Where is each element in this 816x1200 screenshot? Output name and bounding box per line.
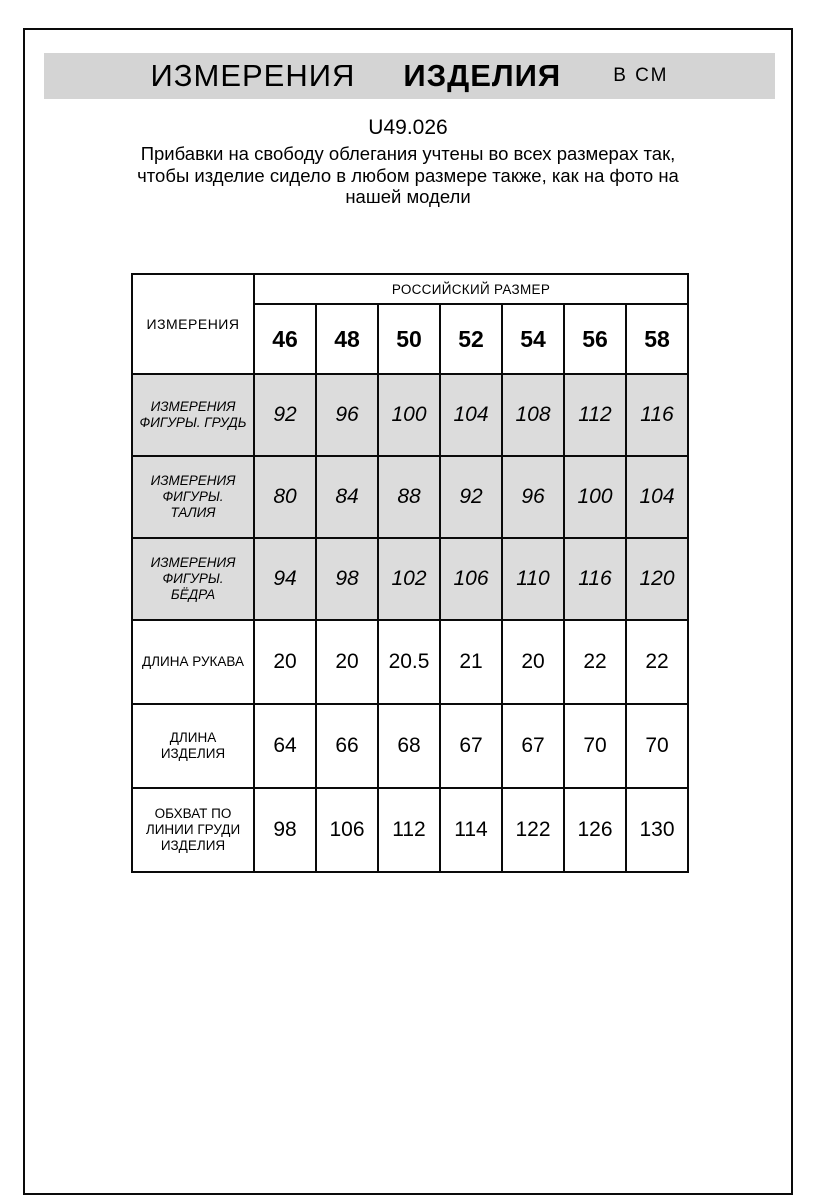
table-row — [132, 704, 688, 788]
table-row — [132, 620, 688, 704]
table-row — [132, 538, 688, 620]
row-label: ИЗМЕРЕНИЯ ФИГУРЫ. БЁДРА — [132, 538, 254, 620]
value-cell: 84 — [316, 456, 378, 538]
value-cell: 104 — [440, 374, 502, 456]
value-cell: 130 — [626, 788, 688, 872]
value-cell: 20.5 — [378, 620, 440, 704]
size-header-54: 54 — [502, 304, 564, 374]
value-cell: 116 — [626, 374, 688, 456]
value-cell: 94 — [254, 538, 316, 620]
value-cell: 120 — [626, 538, 688, 620]
size-header-46: 46 — [254, 304, 316, 374]
russian-size-header-cell: РОССИЙСКИЙ РАЗМЕР — [254, 274, 688, 304]
title-units: В СМ — [613, 65, 669, 86]
row-label: ОБХВАТ ПО ЛИНИИ ГРУДИ ИЗДЕЛИЯ — [132, 788, 254, 872]
value-cell: 96 — [502, 456, 564, 538]
value-cell: 112 — [564, 374, 626, 456]
value-cell: 92 — [440, 456, 502, 538]
value-cell: 64 — [254, 704, 316, 788]
value-cell: 22 — [564, 620, 626, 704]
row-label: ИЗМЕРЕНИЯ ФИГУРЫ. ГРУДЬ — [132, 374, 254, 456]
table-group-header-row — [132, 274, 688, 304]
value-cell: 80 — [254, 456, 316, 538]
value-cell: 98 — [254, 788, 316, 872]
fit-note-line: чтобы изделие сидело в любом размере также, как на фото на — [137, 164, 679, 186]
title-banner — [44, 53, 775, 99]
value-cell: 106 — [316, 788, 378, 872]
size-header-48: 48 — [316, 304, 378, 374]
value-cell: 96 — [316, 374, 378, 456]
value-cell: 20 — [254, 620, 316, 704]
value-cell: 112 — [378, 788, 440, 872]
value-cell: 108 — [502, 374, 564, 456]
value-cell: 92 — [254, 374, 316, 456]
fit-note-line: Прибавки на свободу облегания учтены во всех размерах так, — [140, 143, 676, 164]
value-cell: 66 — [316, 704, 378, 788]
size-header-58: 58 — [626, 304, 688, 374]
size-table — [131, 273, 689, 873]
value-cell: 98 — [316, 538, 378, 620]
size-header-56: 56 — [564, 304, 626, 374]
value-cell: 102 — [378, 538, 440, 620]
title-measurements: ИЗМЕРЕНИЯ — [150, 58, 356, 93]
size-header-52: 52 — [440, 304, 502, 374]
fit-note-line: нашей модели — [345, 186, 471, 207]
table-body — [132, 374, 688, 872]
table-row — [132, 456, 688, 538]
title-product: ИЗДЕЛИЯ — [403, 58, 562, 93]
row-label: ДЛИНА ИЗДЕЛИЯ — [132, 704, 254, 788]
row-label: ИЗМЕРЕНИЯ ФИГУРЫ. ТАЛИЯ — [132, 456, 254, 538]
value-cell: 106 — [440, 538, 502, 620]
value-cell: 100 — [564, 456, 626, 538]
value-cell: 67 — [440, 704, 502, 788]
value-cell: 21 — [440, 620, 502, 704]
fit-note — [25, 143, 791, 208]
value-cell: 22 — [626, 620, 688, 704]
value-cell: 88 — [378, 456, 440, 538]
value-cell: 116 — [564, 538, 626, 620]
page-border-frame — [23, 28, 793, 1195]
measurements-header-cell: ИЗМЕРЕНИЯ — [132, 274, 254, 374]
table-row — [132, 374, 688, 456]
value-cell: 110 — [502, 538, 564, 620]
value-cell: 68 — [378, 704, 440, 788]
value-cell: 104 — [626, 456, 688, 538]
value-cell: 114 — [440, 788, 502, 872]
value-cell: 100 — [378, 374, 440, 456]
value-cell: 67 — [502, 704, 564, 788]
product-code: U49.026 — [368, 116, 448, 139]
table-row — [132, 788, 688, 872]
value-cell: 20 — [502, 620, 564, 704]
value-cell: 70 — [626, 704, 688, 788]
row-label: ДЛИНА РУКАВА — [132, 620, 254, 704]
size-header-50: 50 — [378, 304, 440, 374]
value-cell: 70 — [564, 704, 626, 788]
value-cell: 122 — [502, 788, 564, 872]
value-cell: 126 — [564, 788, 626, 872]
value-cell: 20 — [316, 620, 378, 704]
